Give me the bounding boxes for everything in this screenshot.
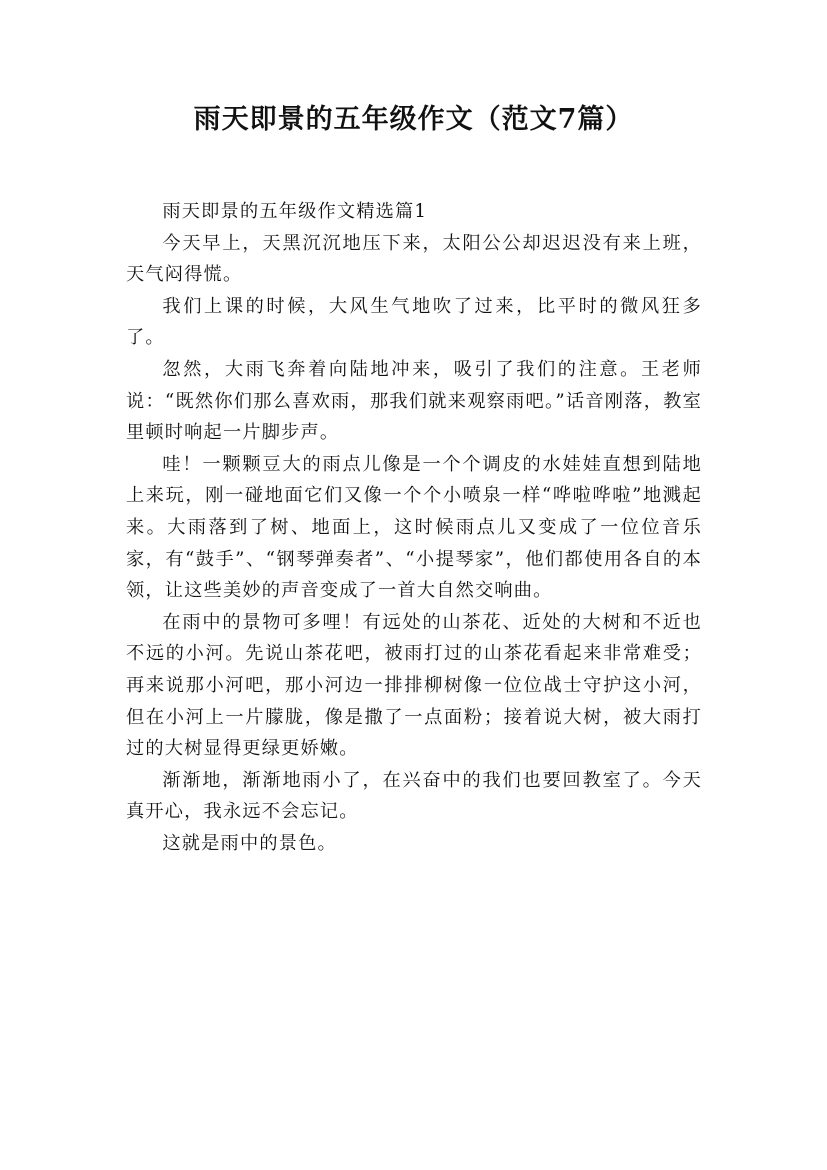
body-paragraph: 在雨中的景物可多哩！有远处的山茶花、近处的大树和不近也不远的小河。先说山茶花吧，被雨打过的山茶花看起来非常难受；再来说那小河吧，那小河边一排排柳树像一位位战士守护这小河，但在小河上一片朦胧，像是撒了一点面粉；接着说大树，被大雨打过的大树显得更绿更娇嫩。 [126, 611, 702, 760]
document-title: 雨天即景的五年级作文（范文7篇） [193, 104, 634, 135]
body-paragraph: 我们上课的时候，大风生气地吹了过来，比平时的微风狂多了。 [126, 295, 702, 349]
document-body [126, 196, 702, 859]
section-heading: 雨天即景的五年级作文精选篇1 [162, 201, 428, 222]
body-paragraph: 忽然，大雨飞奔着向陆地冲来，吸引了我们的注意。王老师说：“既然你们那么喜欢雨，那我们就来观察雨吧。”话音刚落，教室里顿时响起一片脚步声。 [126, 358, 702, 444]
body-paragraph: 今天早上，天黑沉沉地压下来，太阳公公却迟迟没有来上班，天气闷得慌。 [126, 232, 702, 286]
body-paragraph: 这就是雨中的景色。 [162, 832, 337, 854]
body-paragraph: 哇！一颗颗豆大的雨点儿像是一个个调皮的水娃娃直想到陆地上来玩，刚一碰地面它们又像一个个小喷泉一样“哗啦哗啦”地溅起来。大雨落到了树、地面上，这时候雨点儿又变成了一位位音乐家，有“鼓手”、“钢琴弹奏者”、“小提琴家”，他们都使用各自的本领，让这些美妙的声音变成了一首大自然交响曲。 [126, 453, 702, 602]
body-paragraph: 渐渐地，渐渐地雨小了，在兴奋中的我们也要回教室了。今天真开心，我永远不会忘记。 [126, 769, 702, 823]
